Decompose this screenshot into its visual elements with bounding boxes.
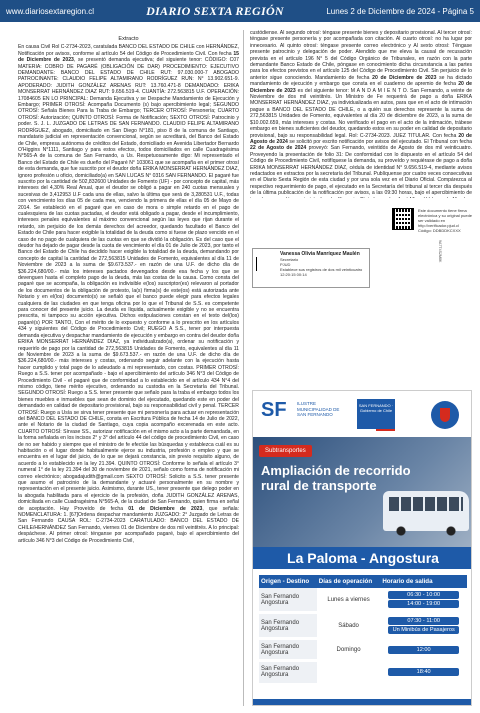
newspaper-brand: DIARIO SEXTA REGIÓN <box>146 3 284 18</box>
notice-right-date-2: 20 de Diciembre de 2023 <box>250 81 472 94</box>
schedule-table <box>259 575 467 683</box>
side-code: 9A7T4S2M8K <box>438 240 442 263</box>
times-cell: 12:00 <box>380 639 467 661</box>
masthead <box>0 0 480 22</box>
government-label: SAN FERNANDO · Gobierno de Chile <box>358 403 394 413</box>
notice-date-2: 01 de Diciembre de 2023 <box>128 505 203 512</box>
municipality-logo: SF <box>261 399 287 421</box>
date-page: Lunes 2 de Diciembre de 2024 - Página 5 <box>326 6 474 16</box>
notice-right-date-4: 22 de Agosto de 2024 <box>250 145 307 152</box>
times-cell: 18:40 <box>380 661 467 683</box>
notice-right-date-3: 20 de Agosto de 2024 <box>250 132 472 145</box>
notice-right-text-1: custódiense. Al segundo otrosí: téngase presente bienes y depositario provisional. Al tercer otrosí: téngase presente personería y por acompañada con citación. Al cuarto otrosí: no ha lugar por innecesario. Al quinto otrosí: téngase presente correo electrónico y Al sexto otrosí: Téngase presente patrocinio y delegación de poder. Atendido que me eleva la causal de recusación prevista en el artículo 196 N° 5 del Código Orgánico de Tribunales, en razón con la parte demandante Banco Estado de Chile, póngase en conocimiento dicha circunstancia a las partes para los efectos previstos en el artículo 125 del Código de Procedimiento Civil. Sin perjuicio de lo anterior sigue conociendo. Mandamiento de fecha <box>250 30 472 81</box>
notice-paragraph-2-rest: , que señala: NOMENCLATURA: 1. [67]Ordena despachar mandamiento JUZGADO: 2° Juzgado de Letras de San Fernando CAUSA ROL: C-2734-2023 CARATULADO: BANCO DEL ESTADO DE CHILE/HERNÁNDEZ San Fernando, viernes 01 de Diciembre de dos mil veintitrés. A lo principal: despáchese. Al primer otrosí: ténganse por acompañado pagaré, bajo el apercibimiento del artículo 346 N°3 del Código de Procedimiento Civil, <box>18 505 240 544</box>
route-cell: San Fernando Angostura <box>259 588 317 613</box>
municipality-name: ILUSTRE MUNICIPALIDAD DE SAN FERNANDO <box>297 401 340 417</box>
shield-icon <box>431 401 459 429</box>
ad-footer-bar <box>253 699 472 705</box>
route-cell: San Fernando Angostura <box>259 661 317 683</box>
days-cell: Sábado <box>317 613 381 639</box>
table-row <box>259 613 467 639</box>
notice-date-1: 15 de Diciembre de 2023 <box>18 50 239 64</box>
signer-role: Secretario <box>280 257 299 262</box>
qr-code-icon <box>392 208 414 230</box>
notice-right-text-3: es del siguiente tenor: M A N D A M I E N T O. San Fernando, a veinte de Noviembre de dos mil veintitrés. Un Ministro de Fe requerirá de pago a doña ERIKA MONSERRAT HERNÁNDEZ DIAZ, ya individualizada en autos, para que en el acto de intimación pague a BANCO DEL ESTADO DE CHILE, o a quién sus derechos represente la suma de 272,563815 Unidades de Fomento, equivalentes al día 20 de diciembre de 2023, a la suma de $10.002.659, más intereses y costas. No verificado el pago en el acto de la intimación, trábese embargo en bienes suficientes del deudor, quedando estos en su poder en calidad de depositario provisional, bajo su responsabilidad legal. Rol: C-2734-2023. JUEZ TITULAR. Con fecha <box>250 87 472 139</box>
notice-paragraph-1-rest: , se presentó demanda ejecutiva; del siguiente tenor: CÓDIGO: C07 MATERIA: COBRO DE PAGARÉ (OBLIGACIÓN DE DAR) PROCEDIMIENTO: EJECUTIVO DEMANDANTE: BANCO DEL ESTADO DE CHILE RUT: 97.030.000-7 ABOGADO PATROCINANTE: CLAUDIO FELIPE ALTAMIRANO RODRÍGUEZ RUN: N° 13.902.651-9. APODERADO: JUDITH GONZÁLEZ ARENAS RUT: 13.760.471-8 DEMANDADO: ERIKA MONSERRAT HERNÁNDEZ DIAZ RUT: 9.656.519-4. CUANTÍA: 272.563815 U.F. OPERACIÓN: 17084605 EN LO PRINCIPAL: Demanda Ejecutiva y se Despache Mandamiento de Ejecución y Embargo; PRIMER OTROSÍ: Acompaña Documento (s) bajo apercibimiento legal; SEGUNDO OTROSÍ: Señala Bienes Para la Traba de Embargo; TERCER OTROSÍ: Personería; CUARTO OTROSÍ: Autorización; QUINTO OTROSÍ: Forma de Notificación; SEXTO OTROSÍ: Patrocinio y poder. S. J. L. JUZGADO DE LETRAS DE SAN FERNANDO. CLAUDIO FELIPE ALTAMIRANO RODRÍGUEZ, abogado, domiciliado en San Diego N°181, piso 8 de la comuna de Santiago, mandatario judicial en representación convencional, según se acreditará, del Banco del Estado de Chile, empresa autónoma de créditos del Estado, domiciliado en Avenida Libertador Bernardo O'Higgins N°1111, Santiago y para estos efectos, todos domiciliados en calle Cuadragésima N°565-A de la comuna de San Fernando, a Us. Respetuosamente digo: Mi representado el Banco del Estado de Chile es dueño del Pagaré N° 103061 que se acompaña en el primer otrosí de esta demanda, que fue suscrito por el deudor doña ERIKA MONSERRAT HERNÁNDEZ DIAZ, ignoro profesión u oficio, domiciliado(a) en SAN LUCAS N° 0316 SAN FERNANDO. El pagaré fue suscrito por la cantidad de 502,832600 Unidades de Fomento (UF) - por concepto de capital, más intereses del 4,30% Real Anual, que el deudor se obligó a pagar en 240 cuotas mensuales y sucesivas de 3,412953 U.F cada una de ellas, salvo la última que será de 3,280531 U.F., todas con vencimiento los días 05 de cada mes, venciendo la primera de ellas el día 05 de Mayo de 2014. Se estableció en el pagaré que en caso de mora o simple retardo en el pago de cualesquiera de las cuotas pactadas, el deudor está obligado a pagar, desde el incumplimiento, intereses penales equivalentes al máximo convencional según las leyes que rijan durante el retardo, sin perjuicio de los demás derechos del acreedor, quedando facultado el Banco del Estado de Chile para hacer exigible la totalidad de la deuda como si fuese de plazo vencido en el caso de no pago de cualquiera de las cuotas en que se dividió la obligación. Es del caso que el deudor ha dejado de pagar desde la cuota de vencimiento el día 01 de Julio de 2023, por tanto el Banco del Estado de Chile ha decidido hacer exigible la totalidad de la deuda, demandando por concepto de capital la cantidad de 272,563815 Unidades de Fomento, equivalentes al día 11 de Noviembre de 2023 a la suma de $9.673.537.- en razón de una U.F. de dicho día de $36.224,680/00.- más los intereses pactados devengados desde esa fecha y los que se devenguen hasta el completo pago de la deuda, más las costas de la causa. Como consta del pagaré que se acompaña, la obligación es indivisible e(los) suscriptor(es) relevaron al portador de los documentos de la obligación de protesto, la(s) firma(s) de este(os) está autorizada ante Notario y en el(los) documento(s) se señaló que el banco puede elegir para efectos legales cualquiera de las ciudades en que tenga oficina por lo que el Tribunal de S.S. es competente para conocer del presente juicio. La deuda es líquida, actualmente exigible y no se encuentra prescrita, ni tampoco su acción ejecutiva. Dichos estipulaciones constan en el texto del(los) pagaré(s) POR TANTO, Con el mérito de lo expuesto y conforme a lo prescrito en los artículos 434 y siguientes del Código de Procedimiento Civil; RUEGO A S.S., tener por interpuesta demanda ejecutiva y despachar mandamiento de ejecución y embargo en contra del deudor doña ERIKA MONSERRAT HERNÁNDEZ DIAZ, ya individualizado(a), ordenar su notificación y requerirlo de pago por la cantidad de 272,563815 Unidades de Fomento, equivalentes al día 11 de Noviembre de 2023 a la suma de $9.673.537.- en razón de una U.F. de dicho día de $36.224,680/00.- más intereses y costas, ordenando seguir adelante con la ejecución hasta hacer cumplido y total pago de lo adeudado a mi representado, con costas. PRIMER OTROSÍ: Ruego a S.S. tener por acompañado - bajo el apercibimiento del artículo 346 N°3 del Código de Procedimiento Civil - el pagaré que de conformidad a lo establecido en el artículo 434 N°4 del mismo código, tiene mérito ejecutivo, ordenando su custodia en la Secretaría del Tribunal. SEGUNDO OTROSÍ: Ruego a S.S. tener presente que señalo para la traba el embargo todos los bienes muebles e inmuebles que sean de dominio del ejecutado, quedando este en poder del demandado en calidad de depositario provisional, bajo su responsabilidad civil y penal. TERCER OTROSÍ: Ruego a Usía se sirva tener presente que mi personería para actuar en representación del BANCO DEL ESTADO DE CHILE, consta en Escritura Pública de fecha 14 de Julio de 2022, ante el Notario de la ciudad de Santiago, cuya copia acompaño excerenada en este acto. CUARTO OTROSÍ: Sírvase SS., autorizar notificación en el mismo acto a la parte demandada, en la forma señalada en los incisos 2° y 3° del artículo 44 del código de procedimiento Civil, en caso de no ser habido y siempre que el ministro de fe efectúe las búsquedas y establezca cuál es su habitación o el lugar donde habitualmente ejerce su industria, profesión o empleo y que se encuentra en el lugar del juicio, de lo que se dejará constancia, sin previo requisito alguno, de acuerdo a lo establecido en la ley 21.394. QUINTO OTROSÍ: Conforme lo señala el artículo 3° numeral 1° de la ley 21.394 del 30 de noviembre de 2021, señalo como forma de notificación mi correo electrónico; abogadajudith@gmail.com SEXTO OTROSÍ: Solicito a S.S. tener presente que asumo el patrocinio de la demandante y actuaré personalmente en su nombre y representación en el presente juicio. Asimismo, durante US., tener presente que delego poder en la abogada habilitada para el ejercicio de la profesión, doña JUDITH GONZÁLEZ ARENAS, domiciliada en calle Cuadragésima N°565-A, de la ciudad de San Fernando, quien firma en señal de aceptación. Hay Proveído de fecha <box>18 57 239 512</box>
verification-code: Código: DDBDDKCXXX <box>418 228 461 233</box>
col-origin: Origen - Destino <box>259 575 317 588</box>
government-logo <box>357 399 395 429</box>
legal-notice-left-column <box>18 30 244 706</box>
legal-notice-right-column <box>250 30 472 198</box>
ad-hero <box>253 437 472 547</box>
route-cell: San Fernando Angostura <box>259 639 317 661</box>
route-band: La Paloma - Angostura <box>253 547 472 569</box>
col-times: Horario de salida <box>380 575 467 588</box>
notice-right-text-2: se ha dictado mandamiento de ejecución y embargo que consta en el cuaderno de apremio de fecha <box>250 74 472 88</box>
site-url[interactable]: www.diariosextaregion.cl <box>6 6 95 16</box>
signature-box <box>252 248 370 288</box>
ad-header <box>253 391 472 437</box>
days-cell: Lunes a viernes <box>327 596 370 603</box>
signer-name: Vanessa Olivia Manríquez Maulén <box>280 251 360 257</box>
table-row <box>259 639 467 661</box>
verification-note: Este documento tiene firma electrónica y su original puede ser validado en http://verificador.pjud.cl <box>418 208 473 228</box>
signer-org: PJUD <box>280 262 291 267</box>
signer-detail: Establece sus registros de dos mil veinticuatro <box>280 267 363 272</box>
notice-paragraph-1: En causa Civil Rol C-2734-2023, caratulada BANCO DEL ESTADO DE CHILE con HERNÁNDEZ, Notificación por avisos, conforme al artículo 54 del Código de Procedimiento Civil. Con fecha <box>18 44 239 57</box>
signature-mark-icon <box>256 257 276 271</box>
col-days: Días de operación <box>317 575 381 588</box>
table-row <box>259 588 467 613</box>
transport-advertisement[interactable] <box>252 390 472 706</box>
times-cell: 07:30 - 11:00 Un Minibús de Pasajeros <box>380 613 467 639</box>
days-cell <box>317 661 381 683</box>
signer-date: 12:20:15 00:14 <box>280 272 307 277</box>
page-content <box>18 30 472 706</box>
notice-title: Extracto <box>118 36 139 42</box>
verification-block <box>250 208 472 238</box>
table-row <box>259 661 467 683</box>
bus-icon <box>383 491 469 531</box>
notice-right-text-5: proveyó: San Fernando, veintidós de Agosto de dos mil veinticuatro. Proveyendo la presentación de folio 31: De conformidad con lo dispuesto en el artículo 54 del Código de Procedimiento Civil, notifíquese la demanda, su proveído y requiérase de pago a doña ERIKA MONSERRAT HERNÁNDEZ DIAZ, cédula de identidad N° 9.656.519-4, mediante avisos redactados en extractos por la secretaría del Tribunal. Publíquense por cuatro veces consecutivas en el Diario Sexta Región de esta ciudad y por una sola vez en el Diario Oficial. Compárezca al respectivo requerimiento de pago, el ejecutado en la Secretaría del tribunal al tercer día después de la última publicación de la notificación por avisos, a las 09:30 horas, bajo el apercibimiento de <box>250 145 472 197</box>
notice-right-text-4: se solicitó por escrito notificación por avisos del ejecutado. El Tribunal con fecha <box>287 138 472 145</box>
ad-pill: Subtransportes <box>259 445 312 457</box>
days-cell: Domingo <box>317 639 381 661</box>
ad-headline: Ampliación de recorrido rural de transporte <box>261 463 411 493</box>
notice-right-date-1: 20 de Diciembre de 2023 <box>372 74 437 81</box>
verification-text <box>418 208 474 233</box>
route-cell: San Fernando Angostura <box>259 613 317 639</box>
times-cell: 06:30 - 10:00 14:00 - 19:00 <box>380 588 467 613</box>
